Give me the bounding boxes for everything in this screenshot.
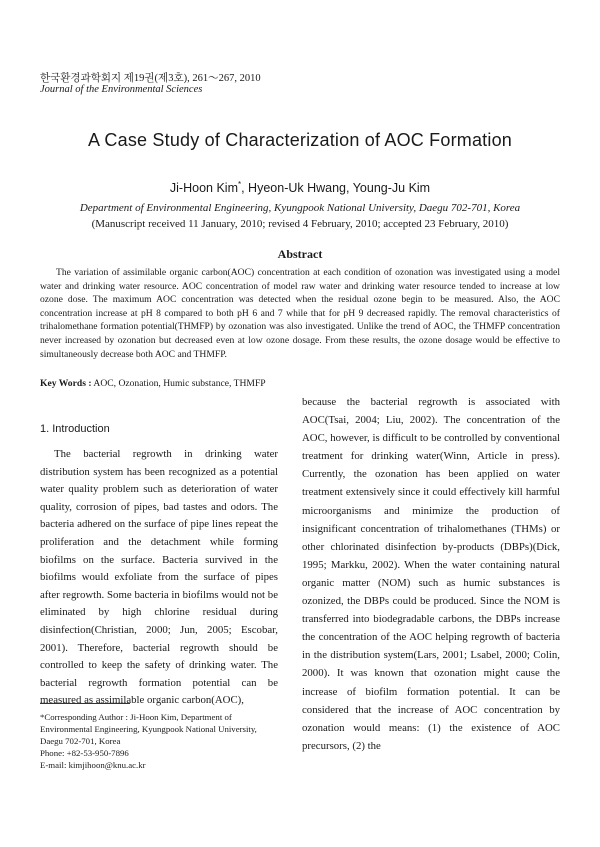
abstract-heading: Abstract bbox=[277, 247, 323, 261]
manuscript-dates: (Manuscript received 11 January, 2010; revised 4 February, 2010; accepted 23 February, 2010) bbox=[91, 218, 509, 230]
footnote bbox=[40, 711, 278, 771]
keywords bbox=[40, 378, 266, 389]
journal-name: Journal of the Environmental Sciences bbox=[40, 84, 203, 95]
intro-right-column: because the bacterial regrowth is associated with AOC(Tsai, 2004; Liu, 2002). The concentration of the AOC, however, is difficult to be controlled by conventional treatment for drinking water(Winn, Article in press). Currently, the ozonation has been applied on water treatment extensively since it could effectively kill harmful microorganisms and minimize the production of insignificant concentration of trihalomethanes (THMs) or other chlorinated disinfection by-products (DBPs)(Dick, 1995; Markku, 2002). When the water containing natural organic matter (NOM) such as humic substances is ozonized, the DBPs could be produced. Since the NOM is transferred into biodegradable carbons, the DBPs increase the concentration of the AOC helping regrowth of bacteria in the distribution system(Lars, 2001; Lsabel, 2000; Colin, 2000). It was known that ozonation might cause the increase of biofilm formation potential. It can be considered that the increase of AOC concentration by ozonation would means: (1) the existence of AOC precursors, (2) the bbox=[302, 396, 560, 752]
author-others: , Hyeon-Uk Hwang, Young-Ju Kim bbox=[241, 181, 431, 196]
paper-title: A Case Study of Characterization of AOC Formation bbox=[88, 130, 512, 150]
footnote-email: E-mail: kimjihoon@knu.ac.kr bbox=[40, 760, 146, 770]
section-heading-introduction: 1. Introduction bbox=[40, 423, 110, 435]
author-list bbox=[0, 180, 600, 195]
journal-citation-korean: 한국환경과학회지 제19권(제3호), 261～267, 2010 bbox=[40, 73, 261, 84]
keywords-label: Key Words : bbox=[40, 378, 92, 389]
abstract-text: The variation of assimilable organic carbon(AOC) concentration at each condition of ozonation was investigated using a model water and drinking water resource. AOC concentration of model raw water and drinking water resource tended to increase at low ozone dose. The maximum AOC concentration was detected when the residual ozone begin to be measured. Also, the AOC concentration increase at pH 8 compared to both pH 6 and 7 while that for pH 9 decreased rapidly. The removal characteristics of trihalomethane formation potential(THMFP) by ozonation was also investigated. Unlike the trend of AOC, the THMFP concentration never increased by ozonation but decreased even at low ozone dosage. From these results, the ozone dosage would be effective to simultaneously decrease both AOC and THMFP. bbox=[40, 267, 560, 360]
affiliation: Department of Environmental Engineering, Kyungpook National University, Daegu 702-701, Korea bbox=[79, 202, 521, 214]
intro-left-column: The bacterial regrowth in drinking water distribution system has been recognized as a potential water quality problem such as deterioration of water quality, corrosion of pipes, bad tastes and odors. The bacteria adhered on the surface of pipe lines repeat the proliferation and the detachment while forming biofilms on the surface. Bacteria survived in the biofilms would exfoliate from the surface of pipes after regrowth. Some bacteria in biofilms would not be eliminated by high chlorine residual during disinfection(Christian, 2000; Jun, 2005; Escobar, 2001). Therefore, bacterial regrowth should be controlled to keep the safety of drinking water. The bacterial regrowth formation potential can be measured as assimilable organic carbon(AOC), bbox=[40, 448, 278, 707]
author-first: Ji-Hoon Kim bbox=[169, 181, 238, 196]
footnote-divider bbox=[40, 703, 130, 704]
corresponding-mark: * bbox=[237, 180, 242, 189]
footnote-author: *Corresponding Author : Ji-Hoon Kim, Department of Environmental Engineering, Kyungpook National University, Daegu 702-701, Korea bbox=[40, 712, 257, 746]
footnote-phone: Phone: +82-53-950-7896 bbox=[40, 748, 129, 758]
keywords-text: AOC, Ozonation, Humic substance, THMFP bbox=[91, 378, 266, 389]
